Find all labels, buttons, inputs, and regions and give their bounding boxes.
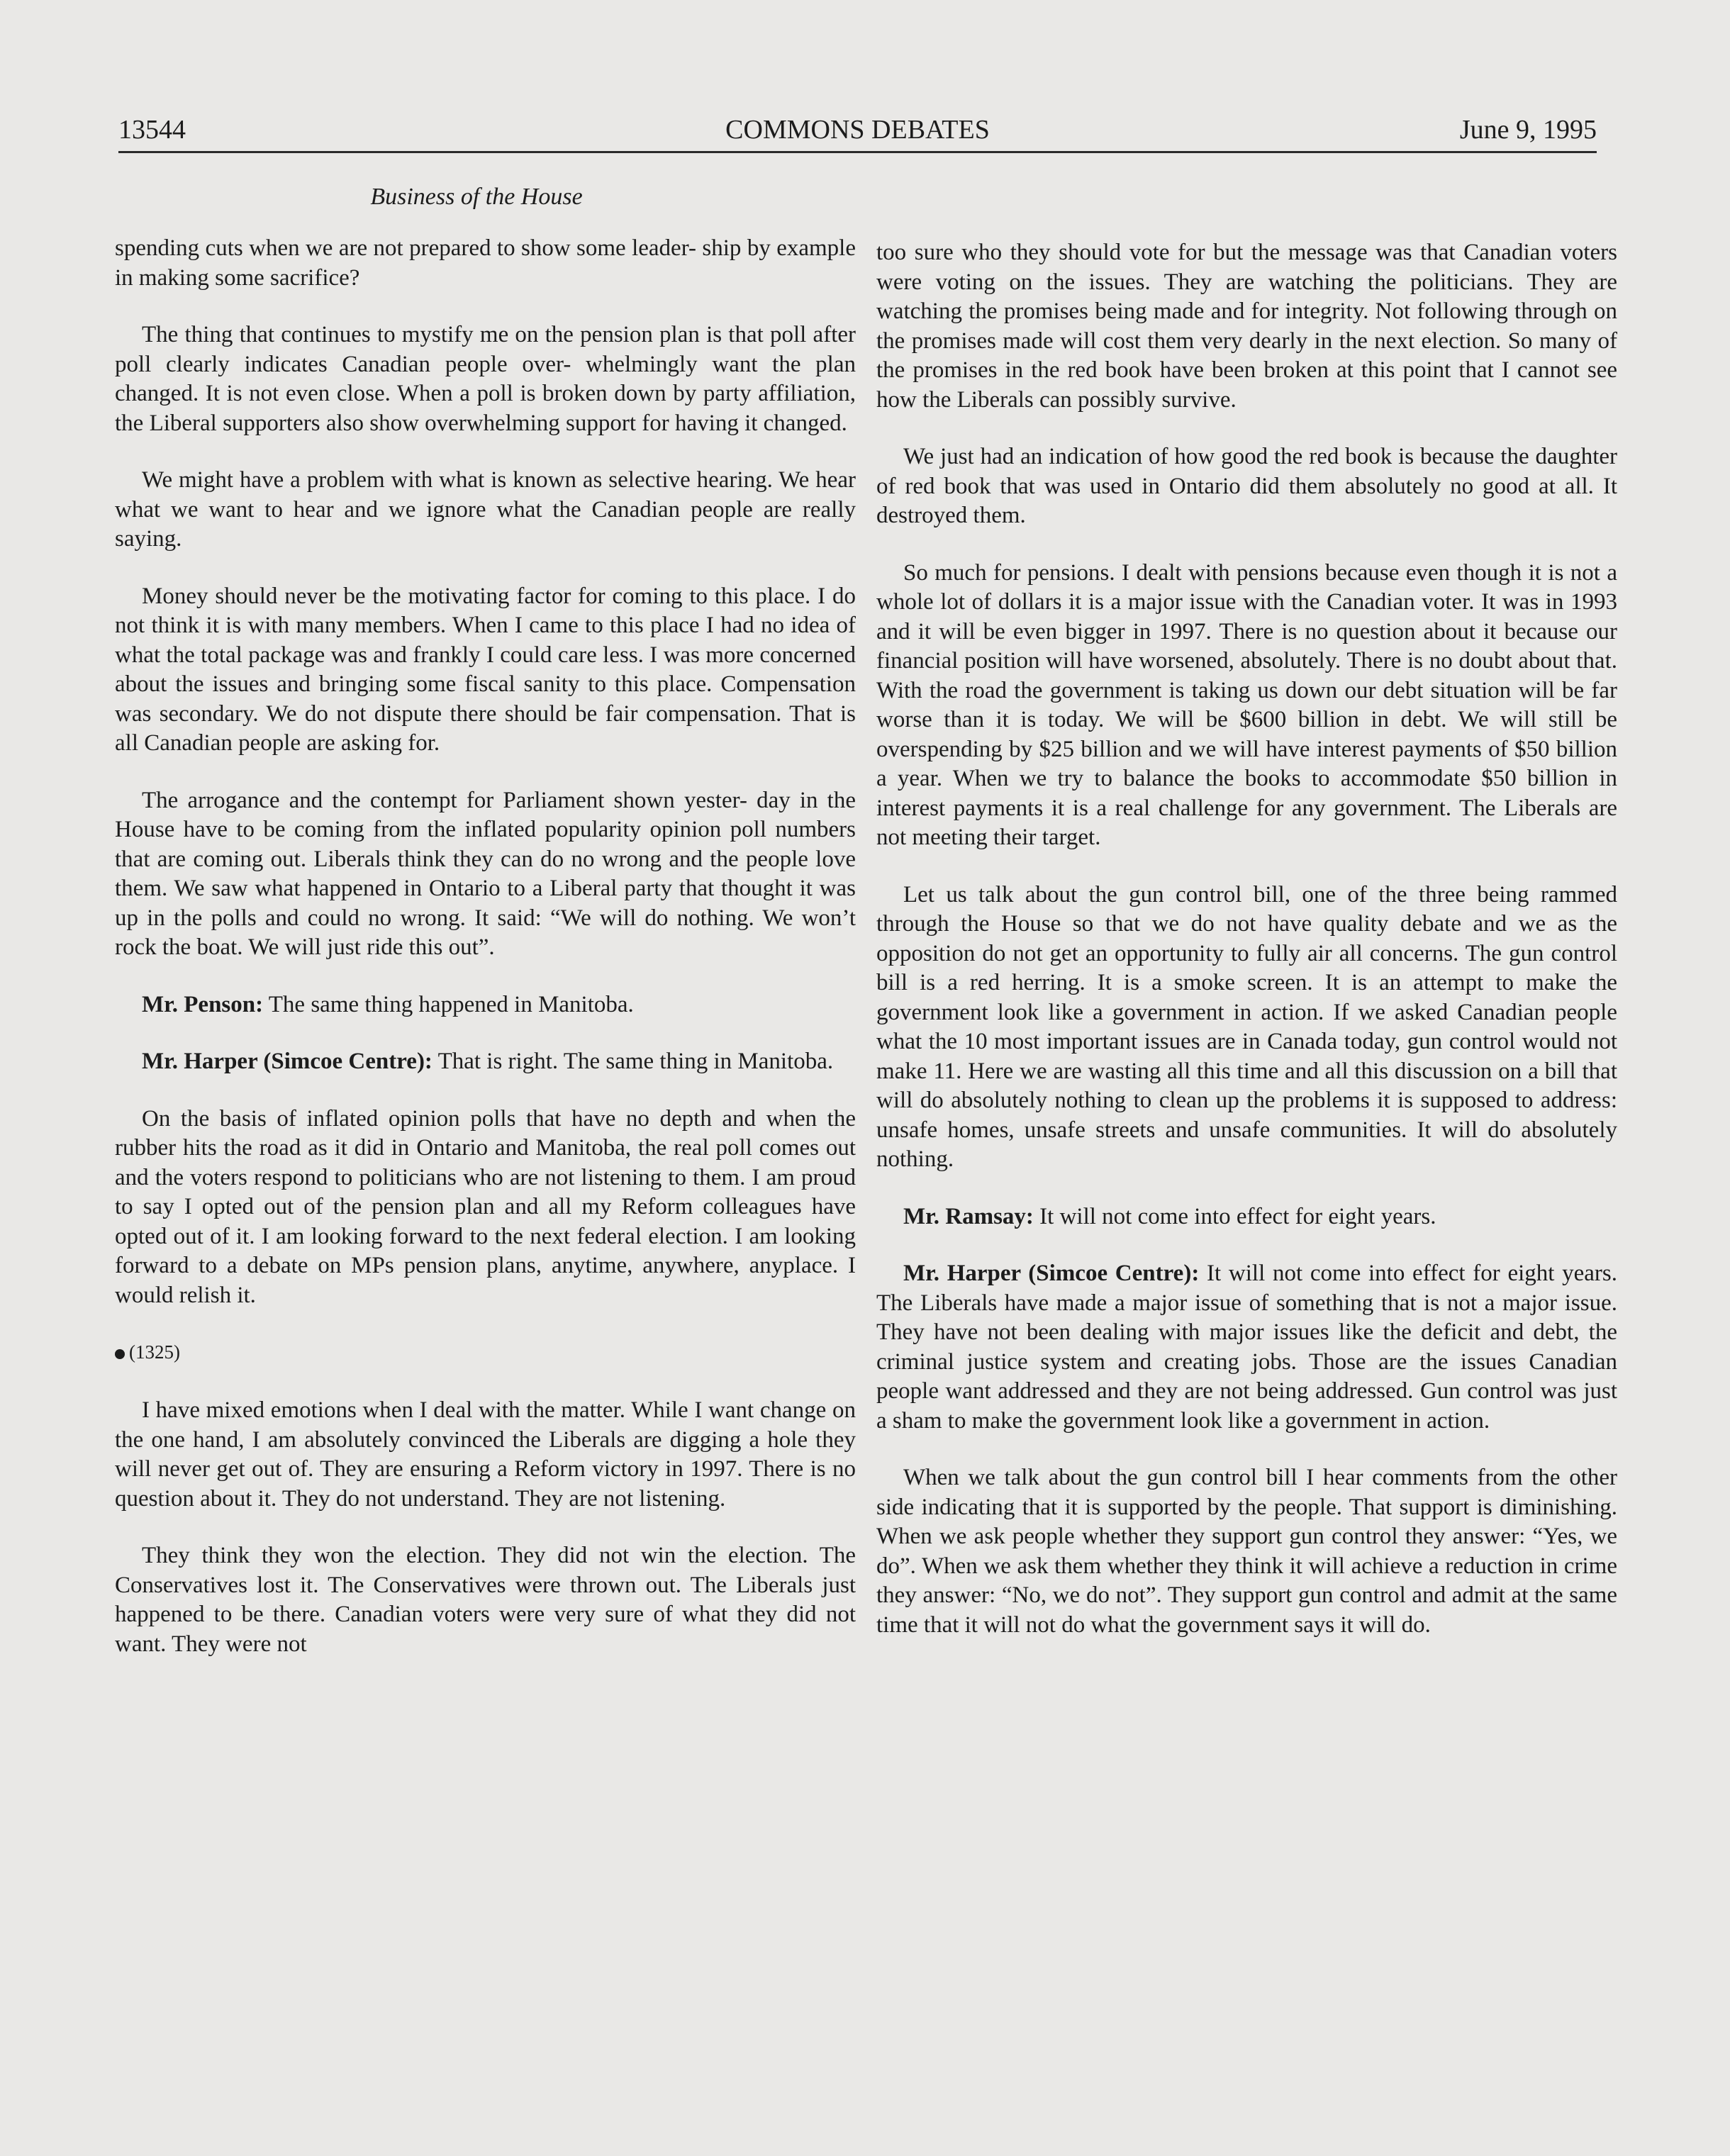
time-marker [115, 1338, 856, 1366]
publication-title: COMMONS DEBATES [725, 115, 990, 145]
paragraph: They think they won the election. They did not win the election. The Conservatives lost it. The Conservatives were thrown out. The Liberals just happened to be there. Canadian voters were very sure of what they did not want. They were not [115, 1543, 856, 1657]
speaker-name: Mr. Harper (Simcoe Centre): [142, 1049, 432, 1074]
section-title: Business of the House [370, 184, 583, 210]
page-number: 13544 [118, 115, 186, 145]
paragraph: Money should never be the motivating factor for coming to this place. I do not think it is with many members. When I came to this place I had no idea of what the total package was and frankly I could care less. I was more concerned about the issues and bringing some fiscal sanity to this place. Compensation was secondary. We do not dispute there should be fair compensation. That is all Canadian people are asking for. [115, 583, 856, 756]
paragraph: When we talk about the gun control bill I hear comments from the other side indicating that it is supported by the people. That support is diminishing. When we ask people whether they support gun control they answer: “Yes, we do”. When we ask them whether they think it will achieve a reduction in crime they answer: “No, we do not”. They support gun control and admit at the same time that it will not do what the government says it will do. [876, 1465, 1617, 1638]
speech-paragraph [876, 1202, 1617, 1232]
left-column [115, 234, 856, 1687]
speech-paragraph [115, 990, 856, 1020]
speech-paragraph [115, 1047, 856, 1077]
bullet-icon [115, 1349, 125, 1359]
right-column [876, 238, 1617, 1668]
speech-text: It will not come into effect for eight years. [1039, 1203, 1436, 1229]
speech-paragraph [876, 1259, 1617, 1436]
paragraph: I have mixed emotions when I deal with the matter. While I want change on the one hand, I am absolutely convinced the Liberals are digging a hole they will never get out of. They are ensuring a Reform victory in 1997. There is no question about it. They do not understand. They are not listening. [115, 1397, 856, 1512]
header-rule [118, 151, 1597, 153]
paragraph: So much for pensions. I dealt with pensions because even though it is not a whole lot of dollars it is a major issue with the Canadian voter. It was in 1993 and it will be even bigger in 1997. There is no question about it because our financial position will have worsened, absolutely. There is no doubt about that. With the road the government is taking us down our debt situation will be far worse than it is today. We will be $600 billion in debt. We will still be overspending by $25 billion and we will have interest payments of $50 billion a year. When we try to balance the books to accommodate $50 billion in interest payments it is a real challenge for any government. The Liberals are not meeting their target. [876, 559, 1617, 850]
time-marker-label: (1325) [129, 1341, 180, 1363]
page-header [118, 112, 1597, 147]
speaker-name: Mr. Harper (Simcoe Centre): [903, 1261, 1200, 1286]
speech-text: That is right. The same thing in Manitoba. [437, 1049, 834, 1074]
speaker-name: Mr. Penson: [142, 991, 264, 1017]
publication-date: June 9, 1995 [1459, 115, 1597, 145]
paragraph: The arrogance and the contempt for Parliament shown yester- day in the House have to be coming from the inflated popularity opinion poll numbers that are coming out. Liberals think they can do no wrong and the people love them. We saw what happened in Ontario to a Liberal party that thought it was up in the polls and could no wrong. It said: “We will do nothing. We won’t rock the boat. We will just ride this out”. [115, 787, 856, 960]
paragraph: spending cuts when we are not prepared to show some leader- ship by example in making some sacrifice? [115, 235, 856, 291]
speaker-name: Mr. Ramsay: [903, 1203, 1034, 1229]
paragraph: We might have a problem with what is known as selective hearing. We hear what we want to hear and we ignore what the Canadian people are really saying. [115, 467, 856, 552]
paragraph: The thing that continues to mystify me on the pension plan is that poll after poll clearly indicates Canadian people over- whelmingly want the plan changed. It is not even close. When a poll is broken down by party affiliation, the Liberal supporters also show overwhelming support for having it changed. [115, 322, 856, 436]
speech-text: It will not come into effect for eight years. The Liberals have made a major issue of something that is not a major issue. They have not been dealing with major issues like the deficit and debt, the criminal justice system and creating jobs. Those are the issues Canadian people want addressed and they are not being addressed. Gun control was just a sham to make the government look like a government in action. [876, 1261, 1618, 1434]
paragraph: On the basis of inflated opinion polls that have no depth and when the rubber hits the road as it did in Ontario and Manitoba, the real poll comes out and the voters respond to politicians who are not listening to them. I am proud to say I opted out of the pension plan and all my Reform colleagues have opted out of it. I am looking forward to the next federal election. I am looking forward to a debate on MPs pension plans, anytime, anywhere, anyplace. I would relish it. [115, 1105, 856, 1308]
paragraph: too sure who they should vote for but the message was that Canadian voters were voting on the issues. They are watching the politicians. They are watching the promises being made and for integrity. Not following through on the promises made will cost them very dearly in the next election. So many of the promises in the red book have been broken at this point that I cannot see how the Liberals can possibly survive. [876, 240, 1617, 413]
speech-text: The same thing happened in Manitoba. [268, 991, 634, 1017]
paragraph: Let us talk about the gun control bill, one of the three being rammed through the House so that we do not have quality debate and we as the opposition do not get an opportunity to fully air all concerns. The gun control bill is a red herring. It is a smoke screen. It is an attempt to make the government look like a government in action. If we asked Canadian people what the 10 most important issues are in Canada today, gun control would not make 11. Here we are wasting all this time and all this discussion on a bill that will do absolutely nothing to clean up the problems it is supposed to address: unsafe homes, unsafe streets and unsafe communities. It will do absolutely nothing. [876, 881, 1617, 1172]
paragraph: We just had an indication of how good the red book is because the daughter of red book that was used in Ontario did them absolutely no good at all. It destroyed them. [876, 444, 1617, 528]
